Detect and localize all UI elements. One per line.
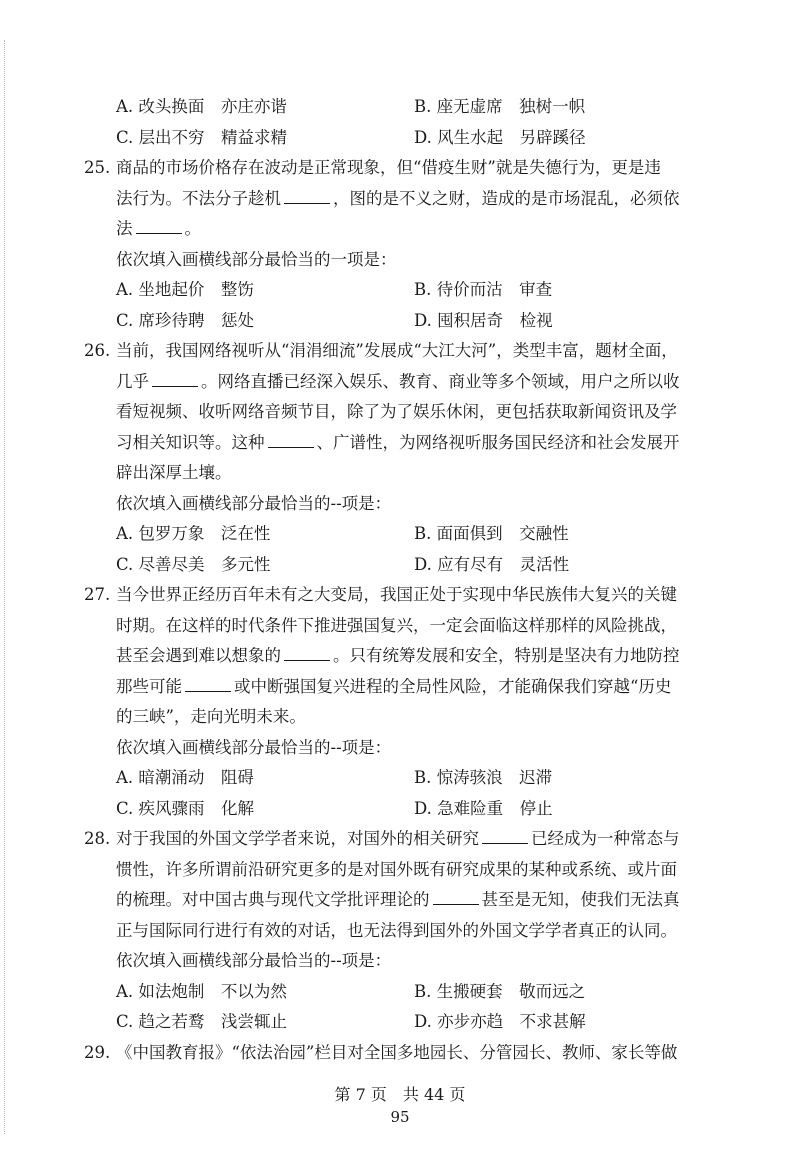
q26-option-a[interactable]: A. 包罗万象 泛在性 (116, 524, 271, 543)
question-text-line: 当今世界正经历百年未有之大变局，我国正处于实现中华民族伟大复兴的关键 (116, 585, 677, 604)
text-fragment: 。网络直播已经深入娱乐、教育、商业等多个领域，用户之所以收 (201, 371, 680, 391)
question-text-line: 辟出深厚土壤。 (116, 463, 232, 482)
page-number: 95 (390, 1108, 410, 1126)
q28-option-d[interactable]: D. 亦步亦趋 不求甚解 (414, 1012, 586, 1031)
question-text-line: 看短视频、收听网络音频节目，除了为了娱乐休闲，更包括获取新闻资讯及学 (116, 402, 677, 421)
q25-option-d[interactable]: D. 囤积居奇 检视 (414, 310, 553, 330)
text-fragment: 的梳理。对中国古典与现代文学批评理论的 (116, 890, 430, 909)
answer-blank (482, 825, 528, 844)
q24-option-b[interactable]: B. 座无虚席 独树一帜 (414, 97, 586, 116)
text-fragment: 法行为。不法分子趁机 (116, 188, 281, 208)
question-28 (84, 824, 724, 977)
question-text-line (116, 672, 724, 703)
q27-option-d[interactable]: D. 急难险重 停止 (414, 798, 553, 818)
question-27 (84, 580, 724, 763)
binding-margin-line (4, 40, 5, 1134)
text-fragment: 甚至是无知，使我们无法真 (481, 890, 680, 909)
q24-options-row-1 (84, 92, 724, 123)
question-text-line (116, 214, 724, 245)
question-text-line: 的三峡”，走向光明未来。 (116, 707, 306, 726)
question-text-line: 正与国际同行进行有效的对话，也无法得到国外的外国文学学者真正的认同。 (116, 920, 677, 940)
q26-option-c[interactable]: C. 尽善尽美 多元性 (116, 554, 271, 574)
question-text-line: 《中国教育报》“依法治园”栏目对全国多地园长、分管园长、教师、家长等做 (116, 1042, 678, 1062)
text-fragment: 。 (184, 219, 201, 238)
text-fragment: 。只有统筹发展和安全，特别是坚决有力地防控 (333, 646, 680, 665)
q25-option-c[interactable]: C. 席珍待聘 惩处 (116, 310, 255, 330)
q28-option-b[interactable]: B. 生搬硬套 敬而远之 (414, 981, 586, 1001)
text-fragment: 几乎 (116, 371, 149, 391)
text-fragment: 或中断强国复兴进程的全局性风险，才能确保我们穿越“历史 (234, 676, 672, 696)
answer-blank (152, 368, 198, 387)
question-number: 27. (84, 585, 111, 604)
question-prompt: 依次填入画横线部分最恰当的一项是： (116, 249, 397, 269)
question-text-line (116, 824, 724, 855)
question-number: 26. (84, 341, 111, 360)
q24-options-row-2 (84, 123, 724, 154)
answer-blank (136, 215, 182, 234)
answer-blank (185, 673, 231, 692)
question-number: 28. (84, 829, 111, 848)
q28-options-row-1 (84, 977, 724, 1008)
question-text-line (116, 885, 724, 916)
text-fragment: 习相关知识等。这种 (116, 432, 265, 452)
q26-option-b[interactable]: B. 面面俱到 交融性 (414, 524, 569, 543)
question-prompt: 依次填入画横线部分最恰当的--项是： (116, 493, 392, 513)
text-fragment: 对于我国的外国文学学者来说，对国外的相关研究 (116, 829, 479, 848)
q27-option-c[interactable]: C. 疾风骤雨 化解 (116, 798, 255, 818)
text-fragment: ，图的是不义之财，造成的是市场混乱，必须依 (333, 188, 680, 208)
text-fragment: 已经成为一种常态与 (531, 829, 680, 848)
question-text-line (116, 367, 724, 398)
q28-option-a[interactable]: A. 如法炮制 不以为然 (116, 981, 287, 1001)
q25-option-a[interactable]: A. 坐地起价 整饬 (116, 280, 254, 299)
q26-options-row-1 (84, 519, 724, 550)
text-fragment: 法 (116, 219, 133, 238)
text-fragment: 那些可能 (116, 676, 182, 696)
text-fragment: 、广谱性，为网络视听服务国民经济和社会发展开 (316, 432, 680, 452)
q25-options-row-1 (84, 275, 724, 306)
answer-blank (284, 185, 330, 204)
question-text-line (116, 428, 724, 459)
q24-option-d[interactable]: D. 风生水起 另辟蹊径 (414, 127, 586, 147)
question-number: 29. (84, 1042, 111, 1062)
question-prompt: 依次填入画横线部分最恰当的--项是： (116, 951, 392, 970)
q26-options-row-2 (84, 550, 724, 581)
q28-option-c[interactable]: C. 趋之若鹜 浅尝辄止 (116, 1012, 288, 1031)
answer-blank (268, 429, 314, 448)
q24-option-c[interactable]: C. 层出不穷 精益求精 (116, 127, 288, 147)
question-number: 25. (84, 158, 111, 177)
answer-blank (433, 886, 479, 905)
question-text-line: 惯性，许多所谓前沿研究更多的是对国外既有研究成果的某种或系统、或片面 (116, 859, 677, 879)
q25-option-b[interactable]: B. 待价而沽 审查 (414, 280, 553, 299)
q27-options-row-1 (84, 763, 724, 794)
question-25 (84, 153, 724, 275)
q28-options-row-2 (84, 1007, 724, 1038)
q27-option-b[interactable]: B. 惊涛骇浪 迟滞 (414, 768, 553, 787)
question-text-line: 时期。在这样的时代条件下推进强国复兴，一定会面临这样那样的风险挑战， (116, 615, 677, 635)
question-29 (84, 1038, 724, 1069)
q27-option-a[interactable]: A. 暗潮涌动 阻碍 (116, 768, 254, 787)
q27-options-row-2 (84, 794, 724, 825)
answer-blank (284, 642, 330, 661)
question-text-line: 商品的市场价格存在波动是正常现象，但“借疫生财”就是失德行为，更是违 (116, 158, 661, 177)
q24-option-a[interactable]: A. 改头换面 亦庄亦谐 (116, 97, 287, 116)
q26-option-d[interactable]: D. 应有尽有 灵活性 (414, 554, 570, 574)
question-text-line: 当前，我国网络视听从“涓涓细流”发展成“大江大河”，类型丰富，题材全面， (116, 341, 678, 360)
q25-options-row-2 (84, 306, 724, 337)
page-indicator: 第 7 页 共 44 页 (334, 1085, 466, 1104)
question-text-line (116, 641, 724, 672)
question-26 (84, 336, 724, 519)
page-content (84, 92, 724, 1068)
question-text-line (116, 184, 724, 215)
text-fragment: 甚至会遇到难以想象的 (116, 646, 281, 665)
question-prompt: 依次填入画横线部分最恰当的--项是： (116, 737, 392, 757)
